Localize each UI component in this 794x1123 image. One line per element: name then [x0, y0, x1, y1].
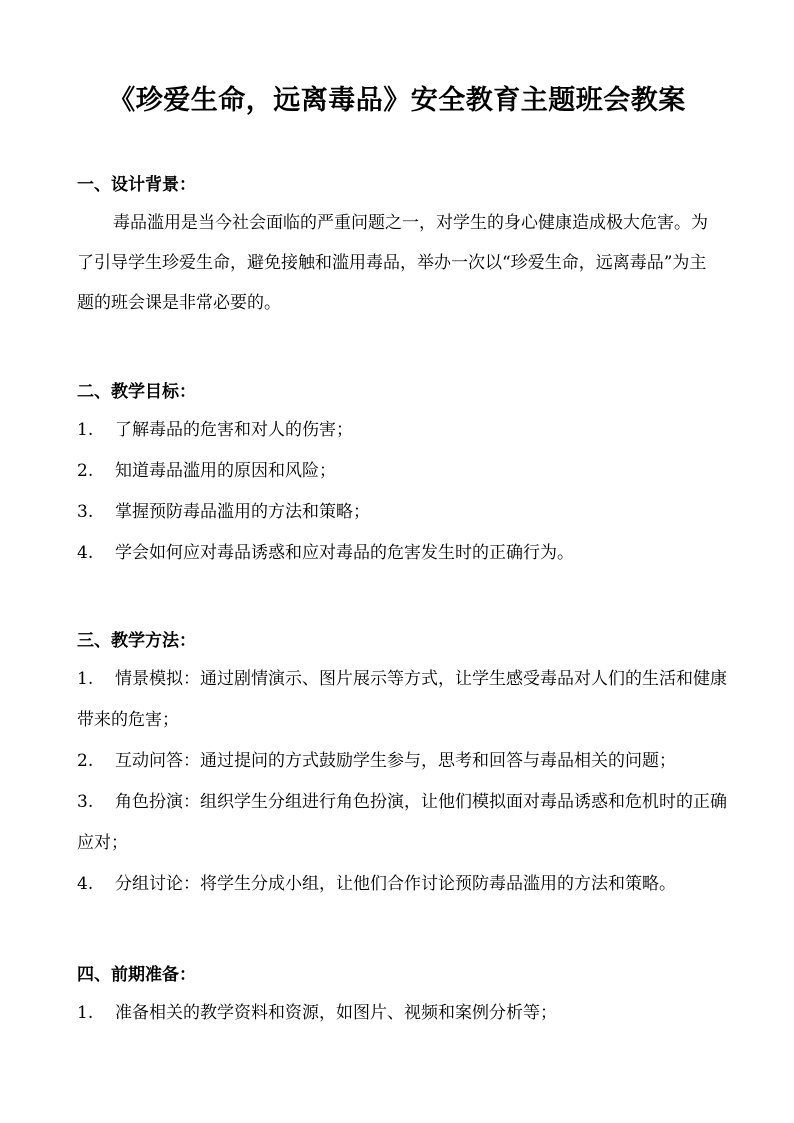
list-item	[77, 451, 737, 492]
list-item-number: 1.	[77, 420, 94, 440]
list-item	[77, 741, 737, 782]
section-heading-objectives: 二、教学目标：	[77, 382, 196, 402]
list-item-text: 掌握预防毒品滥用的方法和策略；	[115, 502, 370, 522]
list-item-text: 学会如何应对毒品诱惑和应对毒品的危害发生时的正确行为。	[115, 543, 574, 563]
list-item-number: 1.	[77, 669, 94, 689]
document-title: 《珍爱生命，远离毒品》安全教育主题班会教案	[108, 85, 686, 116]
section-heading-background: 一、设计背景：	[77, 175, 196, 195]
list-item-number: 3.	[77, 792, 94, 812]
section-heading-methods: 三、教学方法：	[77, 631, 196, 651]
list-item	[77, 410, 737, 451]
list-item-number: 4.	[77, 543, 94, 563]
list-item-text: 知道毒品滥用的原因和风险；	[115, 461, 336, 481]
list-item-number: 3.	[77, 502, 94, 522]
list-item	[77, 533, 737, 574]
list-item-number: 2.	[77, 751, 94, 771]
list-item	[77, 659, 737, 741]
list-item-text: 准备相关的教学资料和资源，如图片、视频和案例分析等；	[115, 1003, 557, 1023]
list-item-text: 了解毒品的危害和对人的伤害；	[115, 420, 353, 440]
list-item-text: 情景模拟：通过剧情演示、图片展示等方式，让学生感受毒品对人们的生活和健康带来的危害；	[77, 669, 727, 730]
list-item-number: 2.	[77, 461, 94, 481]
list-item-number: 4.	[77, 874, 94, 894]
list-item-number: 1.	[77, 1003, 94, 1023]
list-item-text: 分组讨论：将学生分成小组，让他们合作讨论预防毒品滥用的方法和策略。	[115, 874, 676, 894]
list-item	[77, 782, 737, 864]
list-item	[77, 864, 737, 905]
section-heading-preparation: 四、前期准备：	[77, 965, 196, 985]
background-paragraph: 毒品滥用是当今社会面临的严重问题之一，对学生的身心健康造成极大危害。为了引导学生珍爱生命，避免接触和滥用毒品，举办一次以“珍爱生命，远离毒品”为主题的班会课是非常必要的。	[77, 213, 708, 313]
list-item	[77, 993, 737, 1034]
list-item-text: 互动问答：通过提问的方式鼓励学生参与，思考和回答与毒品相关的问题；	[115, 751, 676, 771]
list-item-text: 角色扮演：组织学生分组进行角色扮演，让他们模拟面对毒品诱惑和危机时的正确应对；	[77, 792, 727, 853]
list-item	[77, 492, 737, 533]
